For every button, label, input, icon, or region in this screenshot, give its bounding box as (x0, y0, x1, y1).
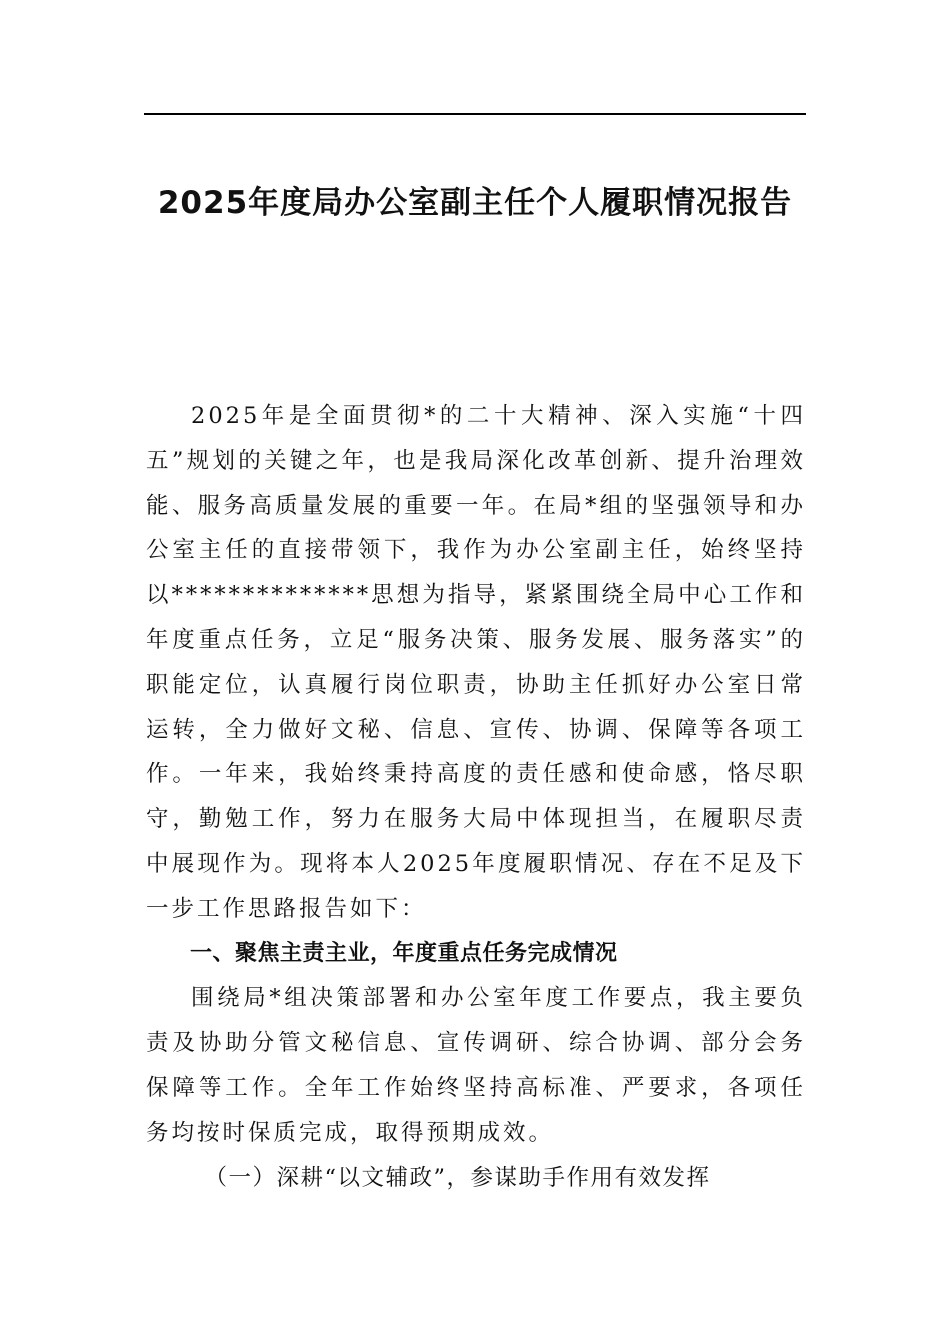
section-heading: 一、聚焦主责主业，年度重点任务完成情况 (190, 940, 618, 966)
subsection-heading: （一）深耕“以文辅政”，参谋助手作用有效发挥 (204, 1164, 711, 1191)
document-title: 2025年度局办公室副主任个人履职情况报告 (157, 185, 793, 221)
section-body-paragraph: 围绕局*组决策部署和办公室年度工作要点，我主要负责及协助分管文秘信息、宣传调研、综合协调、部分会务保障等工作。全年工作始终坚持高标准、严要求，各项任务均按时保质完成，取得预期成效。 (146, 985, 806, 1146)
document-body (146, 394, 806, 1200)
header-rule (144, 113, 806, 115)
intro-paragraph: 2025年是全面贯彻*的二十大精神、深入实施“十四五”规划的关键之年，也是我局深化改革创新、提升治理效能、服务高质量发展的重要一年。在局*组的坚强领导和办公室主任的直接带领下，我作为办公室副主任，始终坚持以**************思想为指导，紧紧围绕全局中心工作和年度重点任务，立足“服务决策、服务发展、服务落实”的职能定位，认真履行岗位职责，协助主任抓好办公室日常运转，全力做好文秘、信息、宣传、协调、保障等各项工作。一年来，我始终秉持高度的责任感和使命感，恪尽职守，勤勉工作，努力在服务大局中体现担当，在履职尽责中展现作为。现将本人2025年度履职情况、存在不足及下一步工作思路报告如下： (146, 403, 806, 922)
